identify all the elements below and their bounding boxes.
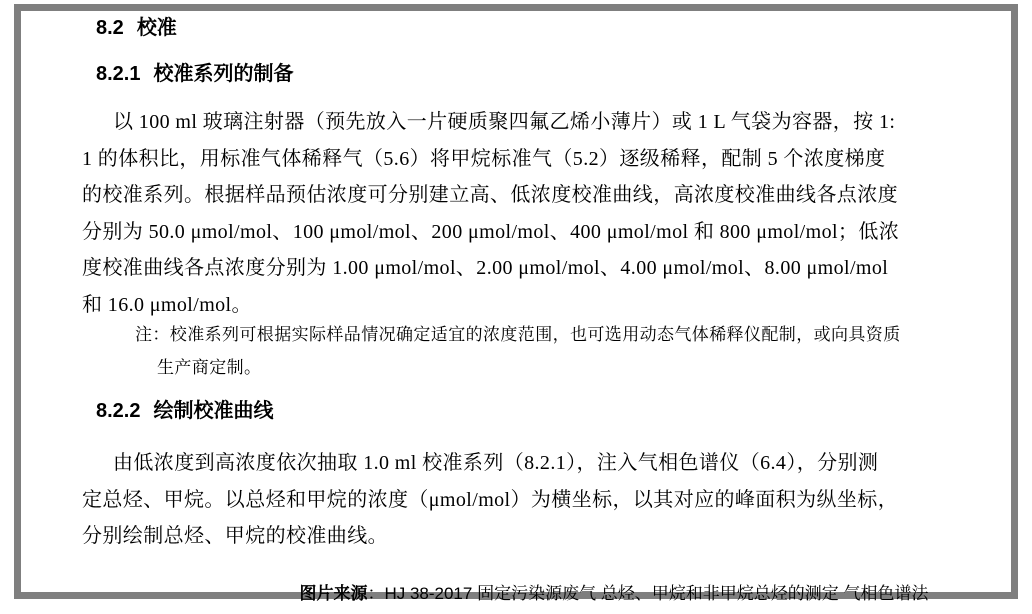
note-line: 生产商定制。 — [157, 358, 262, 377]
section-number: 8.2 — [96, 17, 124, 39]
paragraph-line: 由低浓度到高浓度依次抽取 1.0 ml 校准系列（8.2.1），注入气相色谱仪（6.4），分别测 — [113, 452, 879, 474]
paragraph-line: 度校准曲线各点浓度分别为 1.00 μmol/mol、2.00 μmol/mol、4.00 μmol/mol、8.00 μmol/mol — [82, 257, 889, 279]
paragraph-line: 以 100 ml 玻璃注射器（预先放入一片硬质聚四氟乙烯小薄片）或 1 L 气袋为容器，按 1: — [113, 111, 896, 133]
section-heading-8-2-2 — [96, 400, 273, 422]
paragraph-line: 分别为 50.0 μmol/mol、100 μmol/mol、200 μmol/mol、400 μmol/mol 和 800 μmol/mol；低浓 — [82, 221, 900, 243]
section-title: 校准系列的制备 — [153, 63, 294, 85]
section-heading-8-2 — [96, 17, 177, 39]
section-title: 校准 — [136, 17, 177, 39]
section-number: 8.2.2 — [96, 400, 141, 422]
section-title: 绘制校准曲线 — [153, 400, 274, 422]
image-source-label: 图片来源 — [299, 584, 368, 603]
paragraph-line: 1 的体积比，用标准气体稀释气（5.6）将甲烷标准气（5.2）逐级稀释，配制 5 个浓度梯度 — [82, 148, 886, 170]
paragraph-line: 和 16.0 μmol/mol。 — [82, 294, 252, 316]
paragraph-line: 的校准系列。根据样品预估浓度可分别建立高、低浓度校准曲线，高浓度校准曲线各点浓度 — [82, 184, 898, 206]
image-source-text: ：HJ 38-2017 固定污染源废气 总烃、甲烷和非甲烷总烃的测定 气相色谱法 — [367, 584, 929, 603]
note-line: 注：校准系列可根据实际样品情况确定适宜的浓度范围，也可选用动态气体稀释仪配制，或向具资质 — [135, 325, 901, 344]
paragraph-line: 定总烃、甲烷。以总烃和甲烷的浓度（μmol/mol）为横坐标，以其对应的峰面积为纵坐标， — [82, 489, 899, 511]
section-number: 8.2.1 — [96, 63, 141, 85]
paragraph-line: 分别绘制总烃、甲烷的校准曲线。 — [82, 525, 388, 547]
section-heading-8-2-1 — [96, 63, 293, 85]
image-source-caption — [290, 564, 929, 604]
